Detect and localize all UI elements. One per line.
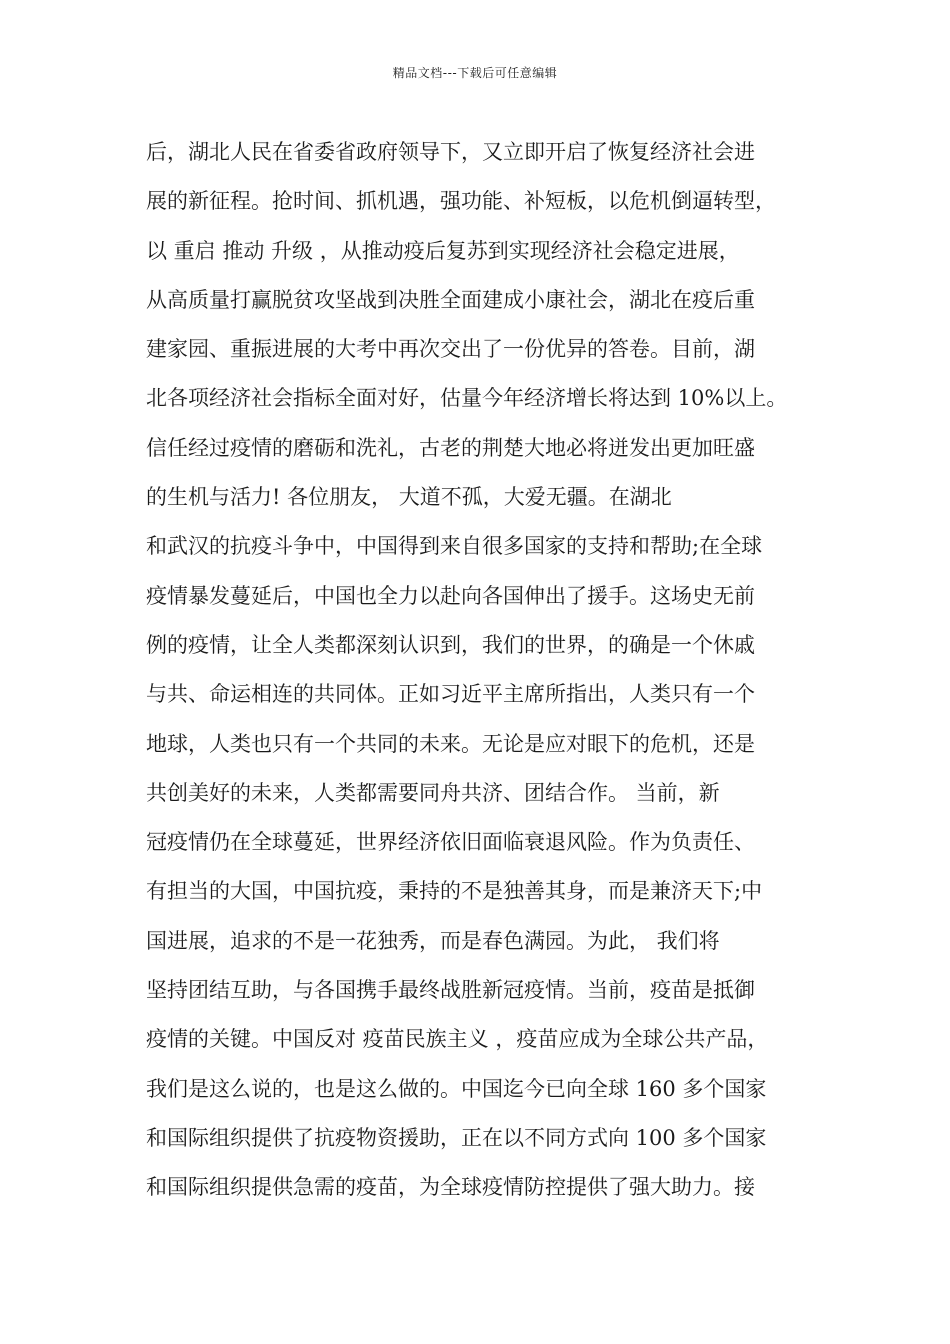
text-line: 从高质量打赢脱贫攻坚战到决胜全面建成小康社会，湖北在疫后重 xyxy=(146,287,755,312)
text-line: 我们是这么说的，也是这么做的。中国迄今已向全球 160 多个国家 xyxy=(146,1076,767,1101)
body-text xyxy=(146,132,826,1217)
text-line: 坚持团结互助，与各国携手最终战胜新冠疫情。当前，疫苗是抵御 xyxy=(146,978,755,1003)
text-line: 国进展，追求的不是一花独秀，而是春色满园。为此， 我们将 xyxy=(146,928,720,953)
text-line: 以 重启 推动 升级 ，从推动疫后复苏到实现经济社会稳定进展， xyxy=(146,238,740,263)
text-line: 和国际组织提供急需的疫苗，为全球疫情防控提供了强大助力。接 xyxy=(146,1175,755,1200)
text-line: 与共、命运相连的共同体。正如习近平主席所指出，人类只有一个 xyxy=(146,682,755,707)
text-line: 疫情的关键。中国反对 疫苗民族主义 ，疫苗应成为全球公共产品， xyxy=(146,1027,769,1052)
text-line: 冠疫情仍在全球蔓延，世界经济依旧面临衰退风险。作为负责任、 xyxy=(146,830,755,855)
text-line: 例的疫情，让全人类都深刻认识到，我们的世界，的确是一个休戚 xyxy=(146,632,755,657)
text-line: 共创美好的未来，人类都需要同舟共济、团结合作。 当前，新 xyxy=(146,780,720,805)
text-line: 展的新征程。抢时间、抓机遇，强功能、补短板，以危机倒逼转型， xyxy=(146,189,776,214)
text-line: 疫情暴发蔓延后，中国也全力以赴向各国伸出了援手。这场史无前 xyxy=(146,583,755,608)
text-line: 有担当的大国，中国抗疫，秉持的不是独善其身，而是兼济天下;中 xyxy=(146,879,763,904)
text-line: 的生机与活力! 各位朋友， 大道不孤，大爱无疆。在湖北 xyxy=(146,485,672,510)
text-line: 信任经过疫情的磨砺和洗礼，古老的荆楚大地必将迸发出更加旺盛 xyxy=(146,435,755,460)
text-line: 后，湖北人民在省委省政府领导下，又立即开启了恢复经济社会进 xyxy=(146,140,755,164)
text-line: 地球，人类也只有一个共同的未来。无论是应对眼下的危机，还是 xyxy=(146,731,755,756)
text-line: 和国际组织提供了抗疫物资援助，正在以不同方式向 100 多个国家 xyxy=(146,1125,767,1150)
text-line: 北各项经济社会指标全面对好，估量今年经济增长将达到 10%以上。 xyxy=(146,386,788,411)
text-line: 和武汉的抗疫斗争中，中国得到来自很多国家的支持和帮助;在全球 xyxy=(146,534,763,559)
text-line: 建家园、重振进展的大考中再次交出了一份优异的答卷。目前，湖 xyxy=(146,337,755,362)
page-header: 精品文档---下载后可任意编辑 xyxy=(392,66,558,80)
